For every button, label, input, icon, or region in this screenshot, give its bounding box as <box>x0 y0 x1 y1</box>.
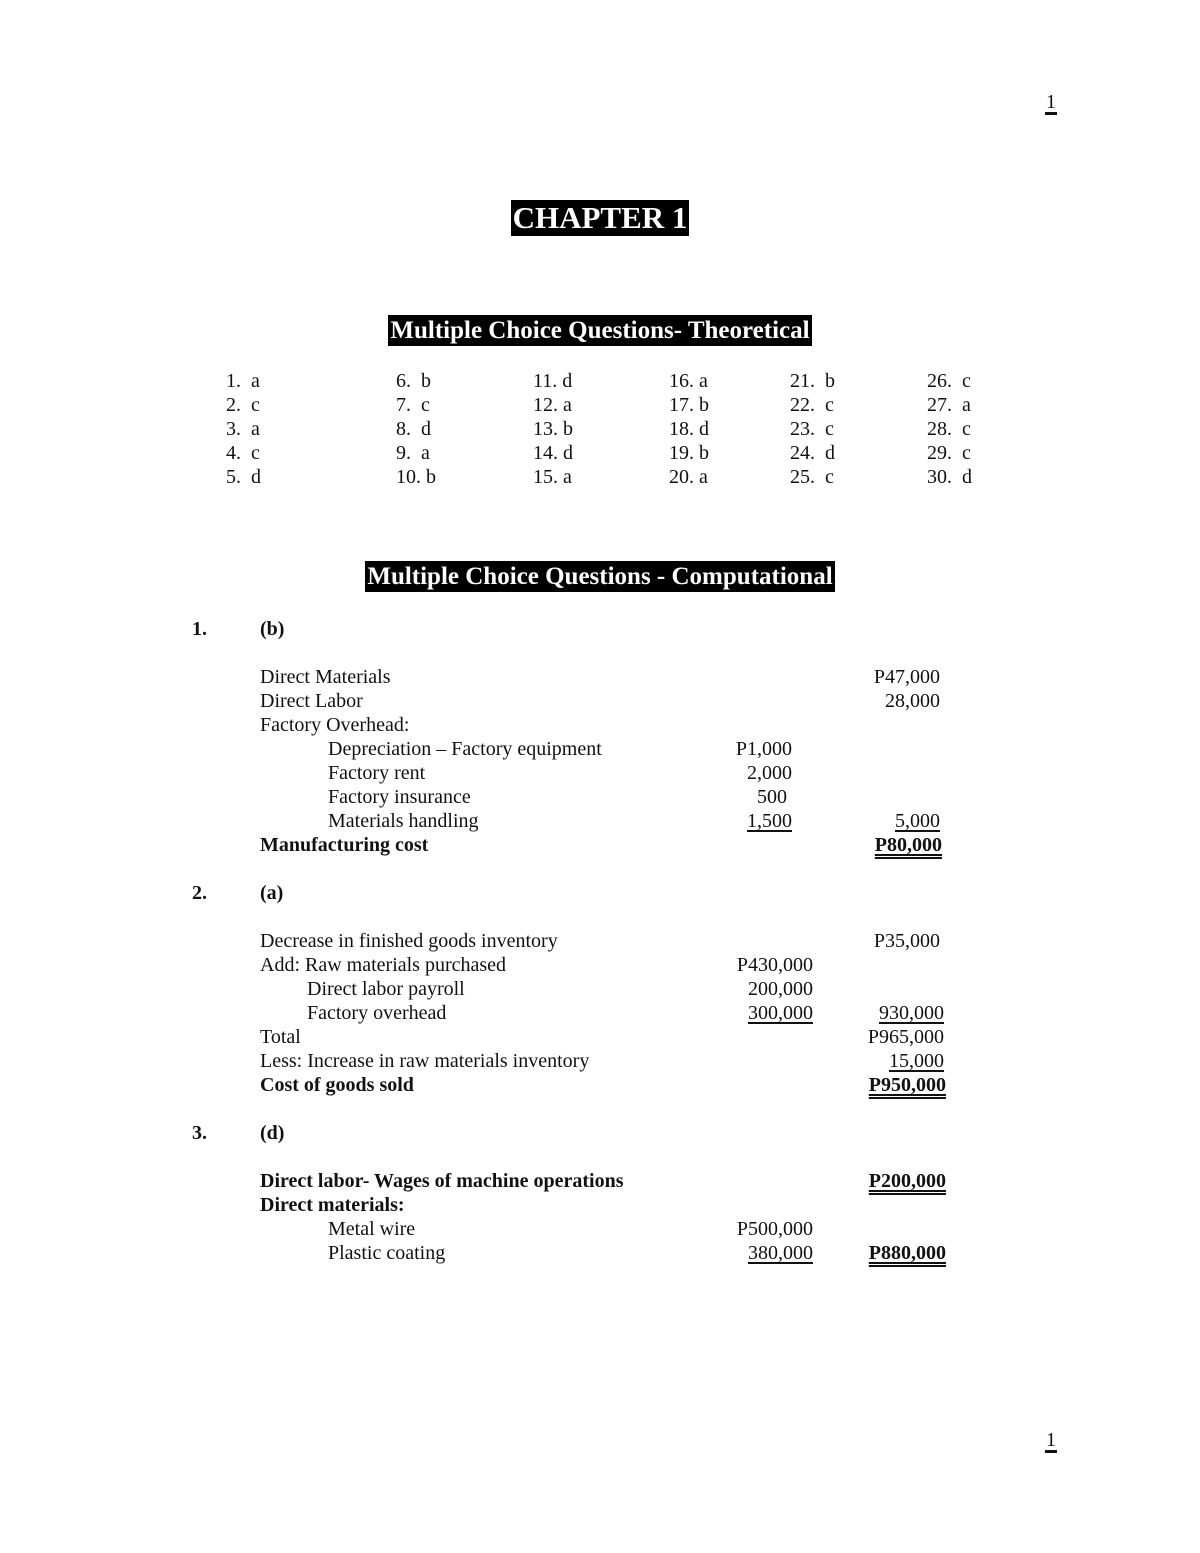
line-label: Factory Overhead: <box>260 714 410 736</box>
answer-item: 23. c <box>790 418 834 440</box>
total-amount: P47,000 <box>873 666 940 688</box>
line-label: Manufacturing cost <box>260 834 429 856</box>
detail-amount: 200,000 <box>748 978 813 1000</box>
answer-item: 8. d <box>396 418 431 440</box>
theoretical-heading: Multiple Choice Questions- Theoretical <box>390 317 810 344</box>
line-label: Direct labor- Wages of machine operations <box>260 1170 624 1192</box>
total-amount: 28,000 <box>885 690 940 712</box>
answer-item: 26. c <box>927 370 971 392</box>
line-label: Total <box>260 1026 301 1048</box>
detail-amount: P430,000 <box>736 954 813 976</box>
answer-item: 11. d <box>533 370 573 392</box>
answer-item: 21. b <box>790 370 835 392</box>
answer-item: 18. d <box>669 418 709 440</box>
total-amount-cell <box>830 809 940 833</box>
answer-item: 22. c <box>790 394 834 416</box>
line-label: Depreciation – Factory equipment <box>328 738 602 760</box>
grand-total-amount: P200,000 <box>868 1170 946 1192</box>
answer-item: 14. d <box>533 442 573 464</box>
grand-total-amount: P950,000 <box>868 1074 946 1096</box>
total-amount-cell <box>830 1049 944 1073</box>
answer-item: 7. c <box>396 394 430 416</box>
answer-column <box>669 369 709 489</box>
theoretical-answer-grid <box>0 369 1200 494</box>
grand-total-cell <box>830 1241 946 1265</box>
detail-amount: 500 <box>757 786 787 808</box>
detail-amount: 1,500 <box>747 810 792 832</box>
detail-amount: 2,000 <box>747 762 792 784</box>
answer-item: 3. a <box>226 418 260 440</box>
line-label: Factory overhead <box>307 1002 447 1024</box>
answer-column <box>533 369 573 489</box>
answer-item: 17. b <box>669 394 709 416</box>
answer-item: 16. a <box>669 370 708 392</box>
line-label: Direct Materials <box>260 666 391 688</box>
answer-item: 27. a <box>927 394 971 416</box>
answer-item: 28. c <box>927 418 971 440</box>
answer-column <box>927 369 972 489</box>
problem-answer: (d) <box>260 1122 285 1144</box>
answer-column <box>226 369 261 489</box>
answer-item: 20. a <box>669 466 708 488</box>
detail-amount: 380,000 <box>748 1242 813 1264</box>
total-amount: P35,000 <box>873 930 940 952</box>
line-label: Factory insurance <box>328 786 471 808</box>
line-label: Plastic coating <box>328 1242 446 1264</box>
answer-item: 25. c <box>790 466 834 488</box>
line-label: Factory rent <box>328 762 426 784</box>
total-amount: 15,000 <box>889 1050 944 1072</box>
answer-item: 9. a <box>396 442 430 464</box>
grand-total-amount: P80,000 <box>874 834 942 856</box>
grand-total-cell <box>830 833 942 857</box>
detail-amount: 300,000 <box>748 1002 813 1024</box>
line-label: Direct materials: <box>260 1194 405 1216</box>
grand-total-amount: P880,000 <box>868 1242 946 1264</box>
line-label: Metal wire <box>328 1218 416 1240</box>
line-label: Direct Labor <box>260 690 363 712</box>
problem-answer: (a) <box>260 882 284 904</box>
answer-item: 24. d <box>790 442 835 464</box>
answer-item: 13. b <box>533 418 573 440</box>
answer-item: 2. c <box>226 394 260 416</box>
answer-item: 30. d <box>927 466 972 488</box>
grand-total-cell <box>830 1169 946 1193</box>
problem-number: 2. <box>192 882 207 904</box>
chapter-title: CHAPTER 1 <box>512 200 688 235</box>
answer-item: 5. d <box>226 466 261 488</box>
total-amount-cell <box>830 1001 944 1025</box>
page-number-bottom: 1 <box>1046 1429 1056 1451</box>
total-amount: P965,000 <box>867 1026 944 1048</box>
total-amount: 5,000 <box>895 810 940 832</box>
problem-number: 1. <box>192 618 207 640</box>
detail-amount: P500,000 <box>736 1218 813 1240</box>
answer-item: 1. a <box>226 370 260 392</box>
line-label: Decrease in finished goods inventory <box>260 930 558 952</box>
answer-item: 29. c <box>927 442 971 464</box>
grand-total-cell <box>830 1073 946 1097</box>
line-label: Add: Raw materials purchased <box>260 954 507 976</box>
computational-heading: Multiple Choice Questions - Computational <box>367 563 833 590</box>
answer-item: 15. a <box>533 466 572 488</box>
page-number-top: 1 <box>1046 91 1056 113</box>
answer-column <box>396 369 436 489</box>
answer-item: 6. b <box>396 370 431 392</box>
detail-amount: P1,000 <box>735 738 792 760</box>
detail-amount-cell <box>690 809 792 833</box>
problem-answer: (b) <box>260 618 285 640</box>
answer-item: 19. b <box>669 442 709 464</box>
detail-amount-cell <box>700 1001 813 1025</box>
problem-number: 3. <box>192 1122 207 1144</box>
line-label: Direct labor payroll <box>307 978 465 1000</box>
detail-amount-cell <box>700 1241 813 1265</box>
total-amount: 930,000 <box>879 1002 944 1024</box>
answer-column <box>790 369 835 489</box>
answer-item: 12. a <box>533 394 572 416</box>
line-label: Cost of goods sold <box>260 1074 414 1096</box>
answer-item: 10. b <box>396 466 436 488</box>
answer-item: 4. c <box>226 442 260 464</box>
line-label: Materials handling <box>328 810 479 832</box>
line-label: Less: Increase in raw materials inventory <box>260 1050 590 1072</box>
